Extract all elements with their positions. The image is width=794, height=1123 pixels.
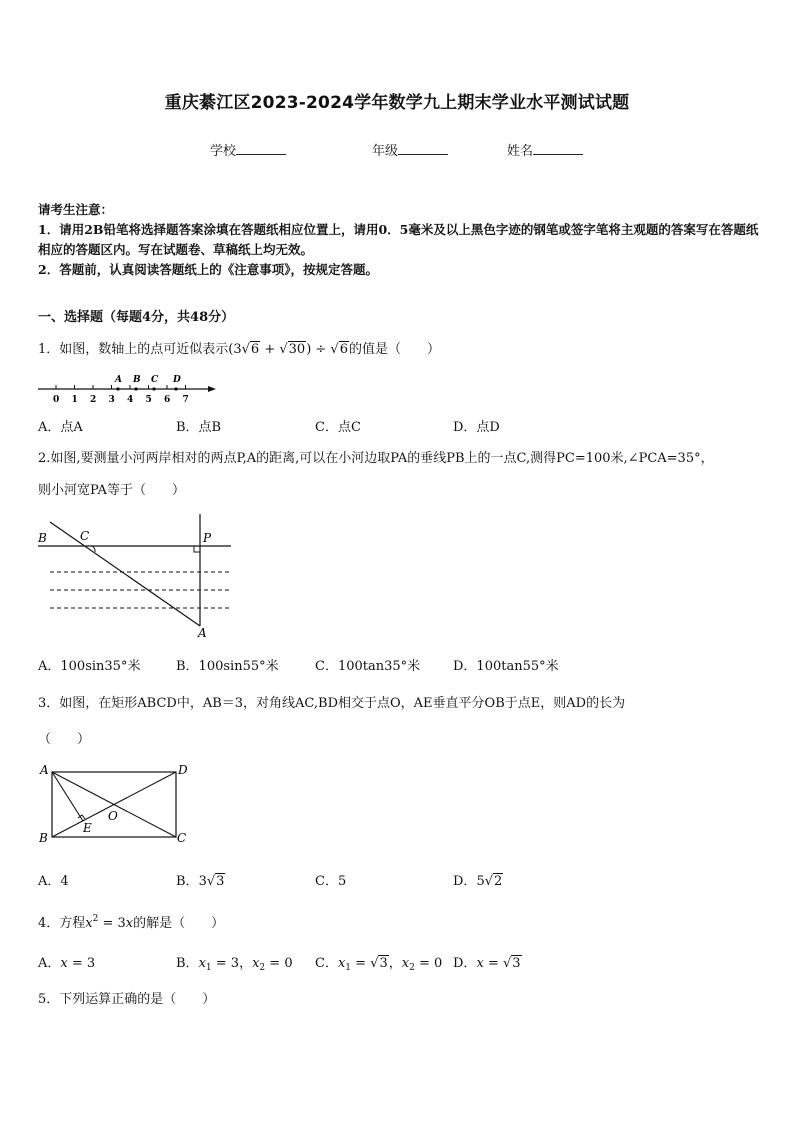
question-4 — [38, 912, 224, 931]
number-line-point-label: A — [115, 375, 122, 385]
axis-tick-label: 5 — [145, 395, 152, 405]
label-a: A — [198, 626, 207, 640]
line-ca — [50, 522, 200, 626]
number-line-point-label: D — [173, 375, 181, 385]
grade-blank — [398, 142, 448, 155]
name-label: 姓名 — [507, 144, 534, 159]
number-line-point-label: C — [151, 375, 159, 385]
q1-option-a: A．点A — [38, 420, 83, 435]
q4-equation: $x^2 = 3x$ — [85, 914, 134, 931]
river-figure — [38, 512, 234, 640]
axis-tick-label: 1 — [71, 395, 78, 405]
q4-option-b: B．$x_1 = 3$，$x_2 = 0$ — [176, 956, 293, 973]
axis-tick-label: 0 — [53, 395, 60, 405]
label-c: C — [177, 831, 187, 845]
number-line-point-label: B — [133, 375, 141, 385]
axis-tick-label: 6 — [164, 395, 171, 405]
q4-prefix: 4．方程 — [38, 916, 86, 931]
question-3-paren: （ ） — [38, 732, 91, 747]
number-line-figure — [38, 370, 220, 406]
q3-option-b-label: B． — [176, 874, 199, 889]
question-3: 3．如图，在矩形ABCD中，AB＝3，对角线AC,BD相交于点O，AE垂直平分OB于点E，则AD的长为 — [38, 696, 626, 711]
label-b: B — [38, 531, 47, 545]
number-line-point — [152, 387, 155, 390]
label-e: E — [83, 821, 92, 835]
axis-tick-label: 4 — [127, 395, 134, 405]
axis-tick-label: 2 — [90, 395, 97, 405]
notice-item-2: 2．答题前，认真阅读答题纸上的《注意事项》，按规定答题。 — [38, 262, 378, 277]
school-label: 学校 — [210, 144, 237, 159]
q2-option-c: C．100tan35°米 — [315, 659, 421, 674]
q1-option-d: D．点D — [453, 420, 500, 435]
q2-option-b: B．100sin55°米 — [176, 659, 279, 674]
question-2-line-2: 则小河宽PA等于（ ） — [38, 483, 185, 498]
rectangle-figure — [38, 762, 198, 848]
label-d: D — [178, 763, 188, 777]
grade-label: 年级 — [372, 144, 399, 159]
question-5: 5．下列运算正确的是（ ） — [38, 992, 216, 1007]
section-heading: 一、选择题（每题4分，共48分） — [38, 310, 235, 325]
q3-option-d: D．5√2 — [453, 874, 503, 889]
q4-option-c: C．$x_1 = √3$，$x_2 = 0$ — [315, 956, 443, 973]
axis-tick-label: 7 — [182, 395, 189, 405]
q1-expression: (3√6 + √30) ÷ √6 — [228, 342, 348, 357]
grade-field — [372, 140, 448, 159]
q3-option-b: B．3√3 — [176, 874, 225, 889]
label-b: B — [39, 831, 48, 845]
q4-option-a: A．x = 3 — [38, 956, 96, 971]
q1-prefix: 1．如图，数轴上的点可近似表示 — [38, 342, 229, 357]
notice-heading: 请考生注意： — [38, 202, 114, 217]
q3-option-d-label: D． — [453, 874, 477, 889]
number-line-point — [116, 387, 119, 390]
q1-option-b: B．点B — [176, 420, 222, 435]
q4-option-d: D．x = √3 — [453, 956, 521, 971]
q4-option-b-label: B． — [176, 956, 199, 971]
question-1 — [38, 338, 440, 357]
q3-option-c: C．5 — [315, 874, 347, 889]
q4-option-a-label: A． — [38, 956, 61, 971]
q2-option-d: D．100tan55°米 — [453, 659, 559, 674]
label-p: P — [203, 531, 212, 545]
school-blank — [236, 142, 286, 155]
notice-block — [38, 200, 760, 280]
q4-option-d-label: D． — [453, 956, 477, 971]
number-line-point — [174, 387, 177, 390]
label-c: C — [80, 529, 90, 543]
q4-option-c-label: C． — [315, 956, 338, 971]
right-angle-mark — [194, 546, 200, 552]
label-a: A — [40, 763, 49, 777]
q2-option-a: A．100sin35°米 — [38, 659, 141, 674]
q1-suffix: 的值是（ ） — [349, 342, 441, 357]
axis-arrow-icon — [208, 386, 216, 392]
name-blank — [533, 142, 583, 155]
page-title: 重庆綦江区2023-2024学年数学九上期末学业水平测试试题 — [164, 93, 630, 113]
segment-ae — [52, 772, 83, 821]
name-field — [507, 140, 583, 159]
label-o: O — [108, 809, 118, 823]
q3-option-a: A．4 — [38, 874, 69, 889]
axis-tick-label: 3 — [108, 395, 115, 405]
q4-suffix: 的解是（ ） — [133, 916, 225, 931]
number-line-point — [134, 387, 137, 390]
q1-option-c: C．点C — [315, 420, 361, 435]
notice-item-1: 1．请用2B铅笔将选择题答案涂填在答题纸相应位置上，请用0．5毫米及以上黑色字迹的钢笔或签字笔将主观题的答案写在答题纸相应的答题区内。写在试题卷、草稿纸上均无效。 — [38, 222, 759, 257]
question-2-line-1: 2.如图,要测量小河两岸相对的两点P,A的距离,可以在小河边取PA的垂线PB上的一点C,测得PC=100米,∠PCA=35°， — [38, 451, 714, 466]
school-field — [210, 140, 286, 159]
